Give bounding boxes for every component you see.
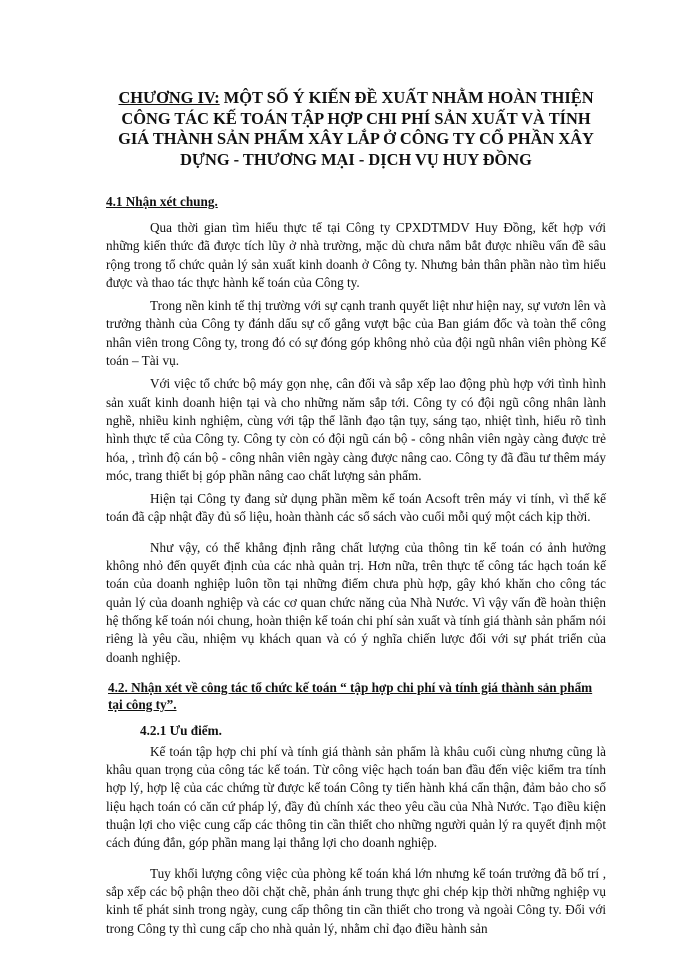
paragraph: Như vậy, có thể khẳng định rằng chất lượng của thông tin kế toán có ảnh hưởng không nhỏ đến quyết định của các nhà quản trị. Hơn nữa, trên thực tế công tác hạch toán kế toán của doanh nghiệp luôn tồn tại những điểm chưa phù hợp, gây khó khăn cho công tác quản lý của doanh nghiệp và các cơ quan chức năng của Nhà Nước. Vì vậy vấn đề hoàn thiện hệ thống kế toán nói chung, hoàn thiện kế toán chi phí sản xuất và tính giá thành sản phẩm nói riêng là yêu cầu, nhiệm vụ khách quan và có ý nghĩa chiến lược đối với sự phát triển của doanh nghiệp. bbox=[106, 539, 606, 665]
paragraph: Trong nền kinh tế thị trường với sự cạnh tranh quyết liệt như hiện nay, sự vươn lên và trưởng thành của Công ty đánh dấu sự cố gắng vượt bậc của Ban giám đốc và toàn thể công nhân viên trong Công ty, trong đó có sự đóng góp không nhỏ của đội ngũ nhân viên phòng Kế toán – Tài vụ. bbox=[106, 298, 606, 369]
paragraph: Kế toán tập hợp chi phí và tính giá thành sản phẩm là khâu cuối cùng nhưng cũng là khâu quan trọng của công tác kế toán. Từ công việc hạch toán ban đầu đến việc kiểm tra tính hợp lý, hợp lệ của các chứng từ được kế toán Công ty tiến hành khá cẩn thận, đảm bảo cho số liệu hạch toán có căn cứ pháp lý, đầy đủ chính xác theo yêu cầu của Nhà Nước. Tạo điều kiện thuận lợi cho việc cung cấp các thông tin cần thiết cho những người quản lý ra quyết định một cách đúng đắn, góp phần mang lại thắng lợi cho doanh nghiệp. bbox=[106, 743, 606, 851]
paragraph: Hiện tại Công ty đang sử dụng phần mềm kế toán Acsoft trên máy vi tính, vì thế kế toán đã cập nhật đầy đủ số liệu, hoàn thành các sổ sách vào cuối mỗi quý một cách kịp thời. bbox=[106, 491, 606, 525]
paragraph: Với việc tổ chức bộ máy gọn nhẹ, cân đối và sắp xếp lao động phù hợp với tình hình sản xuất kinh doanh hiện tại và cho những năm sắp tới. Công ty có đội ngũ công nhân lành nghề, nhiều kinh nghiệm, cùng với tập thể lãnh đạo tận tụy, sáng tạo, nhiệt tình, hiểu rõ tình hình thực tế của Công ty. Công ty còn có đội ngũ cán bộ - công nhân viên ngày càng được trẻ hóa, , trình độ cán bộ - công nhân viên ngày càng được nâng cao. Công ty đã đầu tư thêm máy móc, trang thiết bị góp phần nâng cao chất lượng sản phẩm. bbox=[106, 376, 606, 483]
section-heading-4-2: 4.2. Nhận xét về công tác tổ chức kế toán “ tập hợp chi phí và tính giá thành sản phẩm tại công ty”. bbox=[108, 679, 593, 712]
chapter-heading-text: MỘT SỐ Ý KIẾN ĐỀ XUẤT NHẰM HOÀN THIỆN CÔNG TÁC KẾ TOÁN TẬP HỢP CHI PHÍ SẢN XUẤT VÀ TÍNH GIÁ THÀNH SẢN PHẨM XÂY LẮP Ở CÔNG TY CỔ PHẦN XÂY DỰNG - THƯƠNG MẠI - DỊCH VỤ HUY ĐỒNG bbox=[118, 88, 594, 169]
paragraph: Tuy khối lượng công việc của phòng kế toán khá lớn nhưng kế toán trưởng đã bố trí , sắp xếp các bộ phận theo dõi chặt chẽ, phản ánh trung thực ghi chép kịp thời những nghiệp vụ kinh tế phát sinh trong ngày, cung cấp thông tin cần thiết cho trong và ngoài Công ty. Đối với trong Công ty thì cung cấp cho nhà quản lý, nhằm chỉ đạo điều hành sản bbox=[106, 865, 606, 936]
chapter-title bbox=[106, 88, 606, 170]
section-heading-4-1: 4.1 Nhận xét chung. bbox=[106, 194, 218, 209]
chapter-label: CHƯƠNG IV: bbox=[118, 88, 220, 107]
paragraph: Qua thời gian tìm hiểu thực tế tại Công ty CPXDTMDV Huy Đồng, kết hợp với những kiến thức đã được tích lũy ở nhà trường, mặc dù chưa nắm bắt được nhiều vấn đề sâu rộng trong tổ chức quản lý sản xuất kinh doanh ở Công ty. Nhưng bản thân phần nào tìm hiểu được và thao tác thực hành kế toán của Công ty. bbox=[106, 220, 606, 290]
subsection-heading-4-2-1: 4.2.1 Ưu điểm. bbox=[140, 722, 222, 738]
